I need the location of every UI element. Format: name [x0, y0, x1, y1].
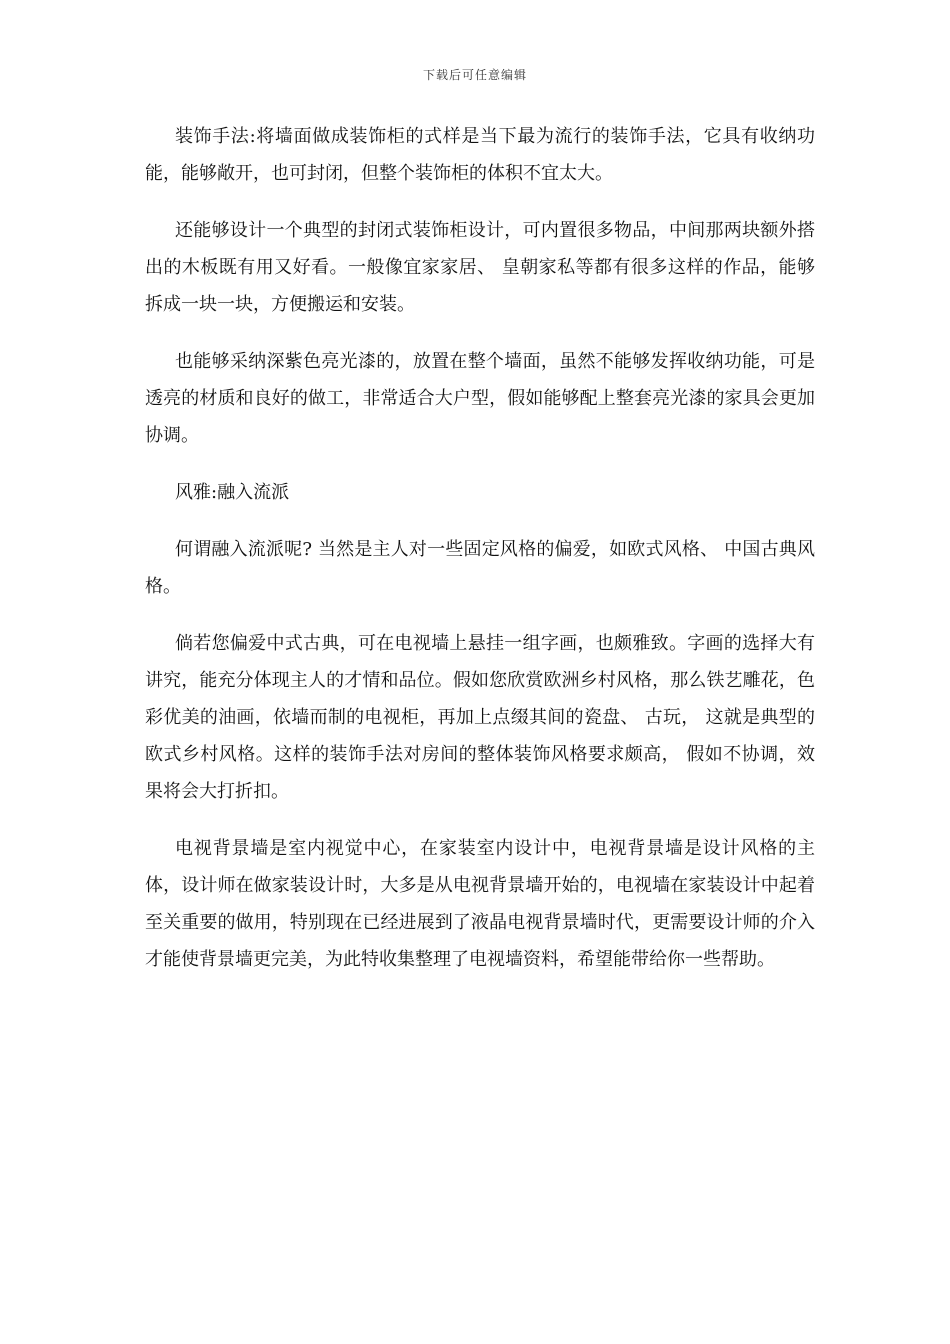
paragraph-closed-cabinet: 还能够设计一个典型的封闭式装饰柜设计，可内置很多物品，中间那两块额外搭出的木板既有用又好看。一般像宜家家居、 皇朝家私等都有很多这样的作品，能够拆成一块一块，方便搬运和安装。 [145, 220, 815, 315]
paragraph-tv-background-wall: 电视背景墙是室内视觉中心，在家装室内设计中，电视背景墙是设计风格的主体，设计师在做家装设计时，大多是从电视背景墙开始的，电视墙在家装设计中起着至关重要的做用，特别现在已经进展到了液晶电视背景墙时代，更需要设计师的介入才能使背景墙更完美，为此特收集整理了电视墙资料，希望能带给你一些帮助。 [145, 838, 815, 970]
paragraph-style-preference: 何谓融入流派呢? 当然是主人对一些固定风格的偏爱，如欧式风格、 中国古典风格。 [145, 539, 815, 597]
section-heading-style: 风雅:融入流派 [175, 482, 290, 503]
document-body [145, 118, 815, 998]
paragraph-chinese-european-style: 倘若您偏爱中式古典，可在电视墙上悬挂一组字画，也颇雅致。字画的选择大有讲究，能充分体现主人的才情和品位。假如您欣赏欧洲乡村风格，那么铁艺雕花，色彩优美的油画，依墙而制的电视柜，再加上点缀其间的瓷盘、 古玩， 这就是典型的欧式乡村风格。这样的装饰手法对房间的整体装饰风格要求颇高， 假如不协调，效果将会大打折扣。 [145, 633, 815, 802]
header-note: 下载后可任意编辑 [422, 68, 527, 82]
paragraph-gloss-lacquer: 也能够采纳深紫色亮光漆的，放置在整个墙面，虽然不能够发挥收纳功能，可是透亮的材质和良好的做工，非常适合大户型，假如能够配上整套亮光漆的家具会更加协调。 [145, 351, 815, 446]
paragraph-decoration-technique: 装饰手法:将墙面做成装饰柜的式样是当下最为流行的装饰手法，它具有收纳功能，能够敞开，也可封闭，但整个装饰柜的体积不宜太大。 [145, 126, 815, 184]
